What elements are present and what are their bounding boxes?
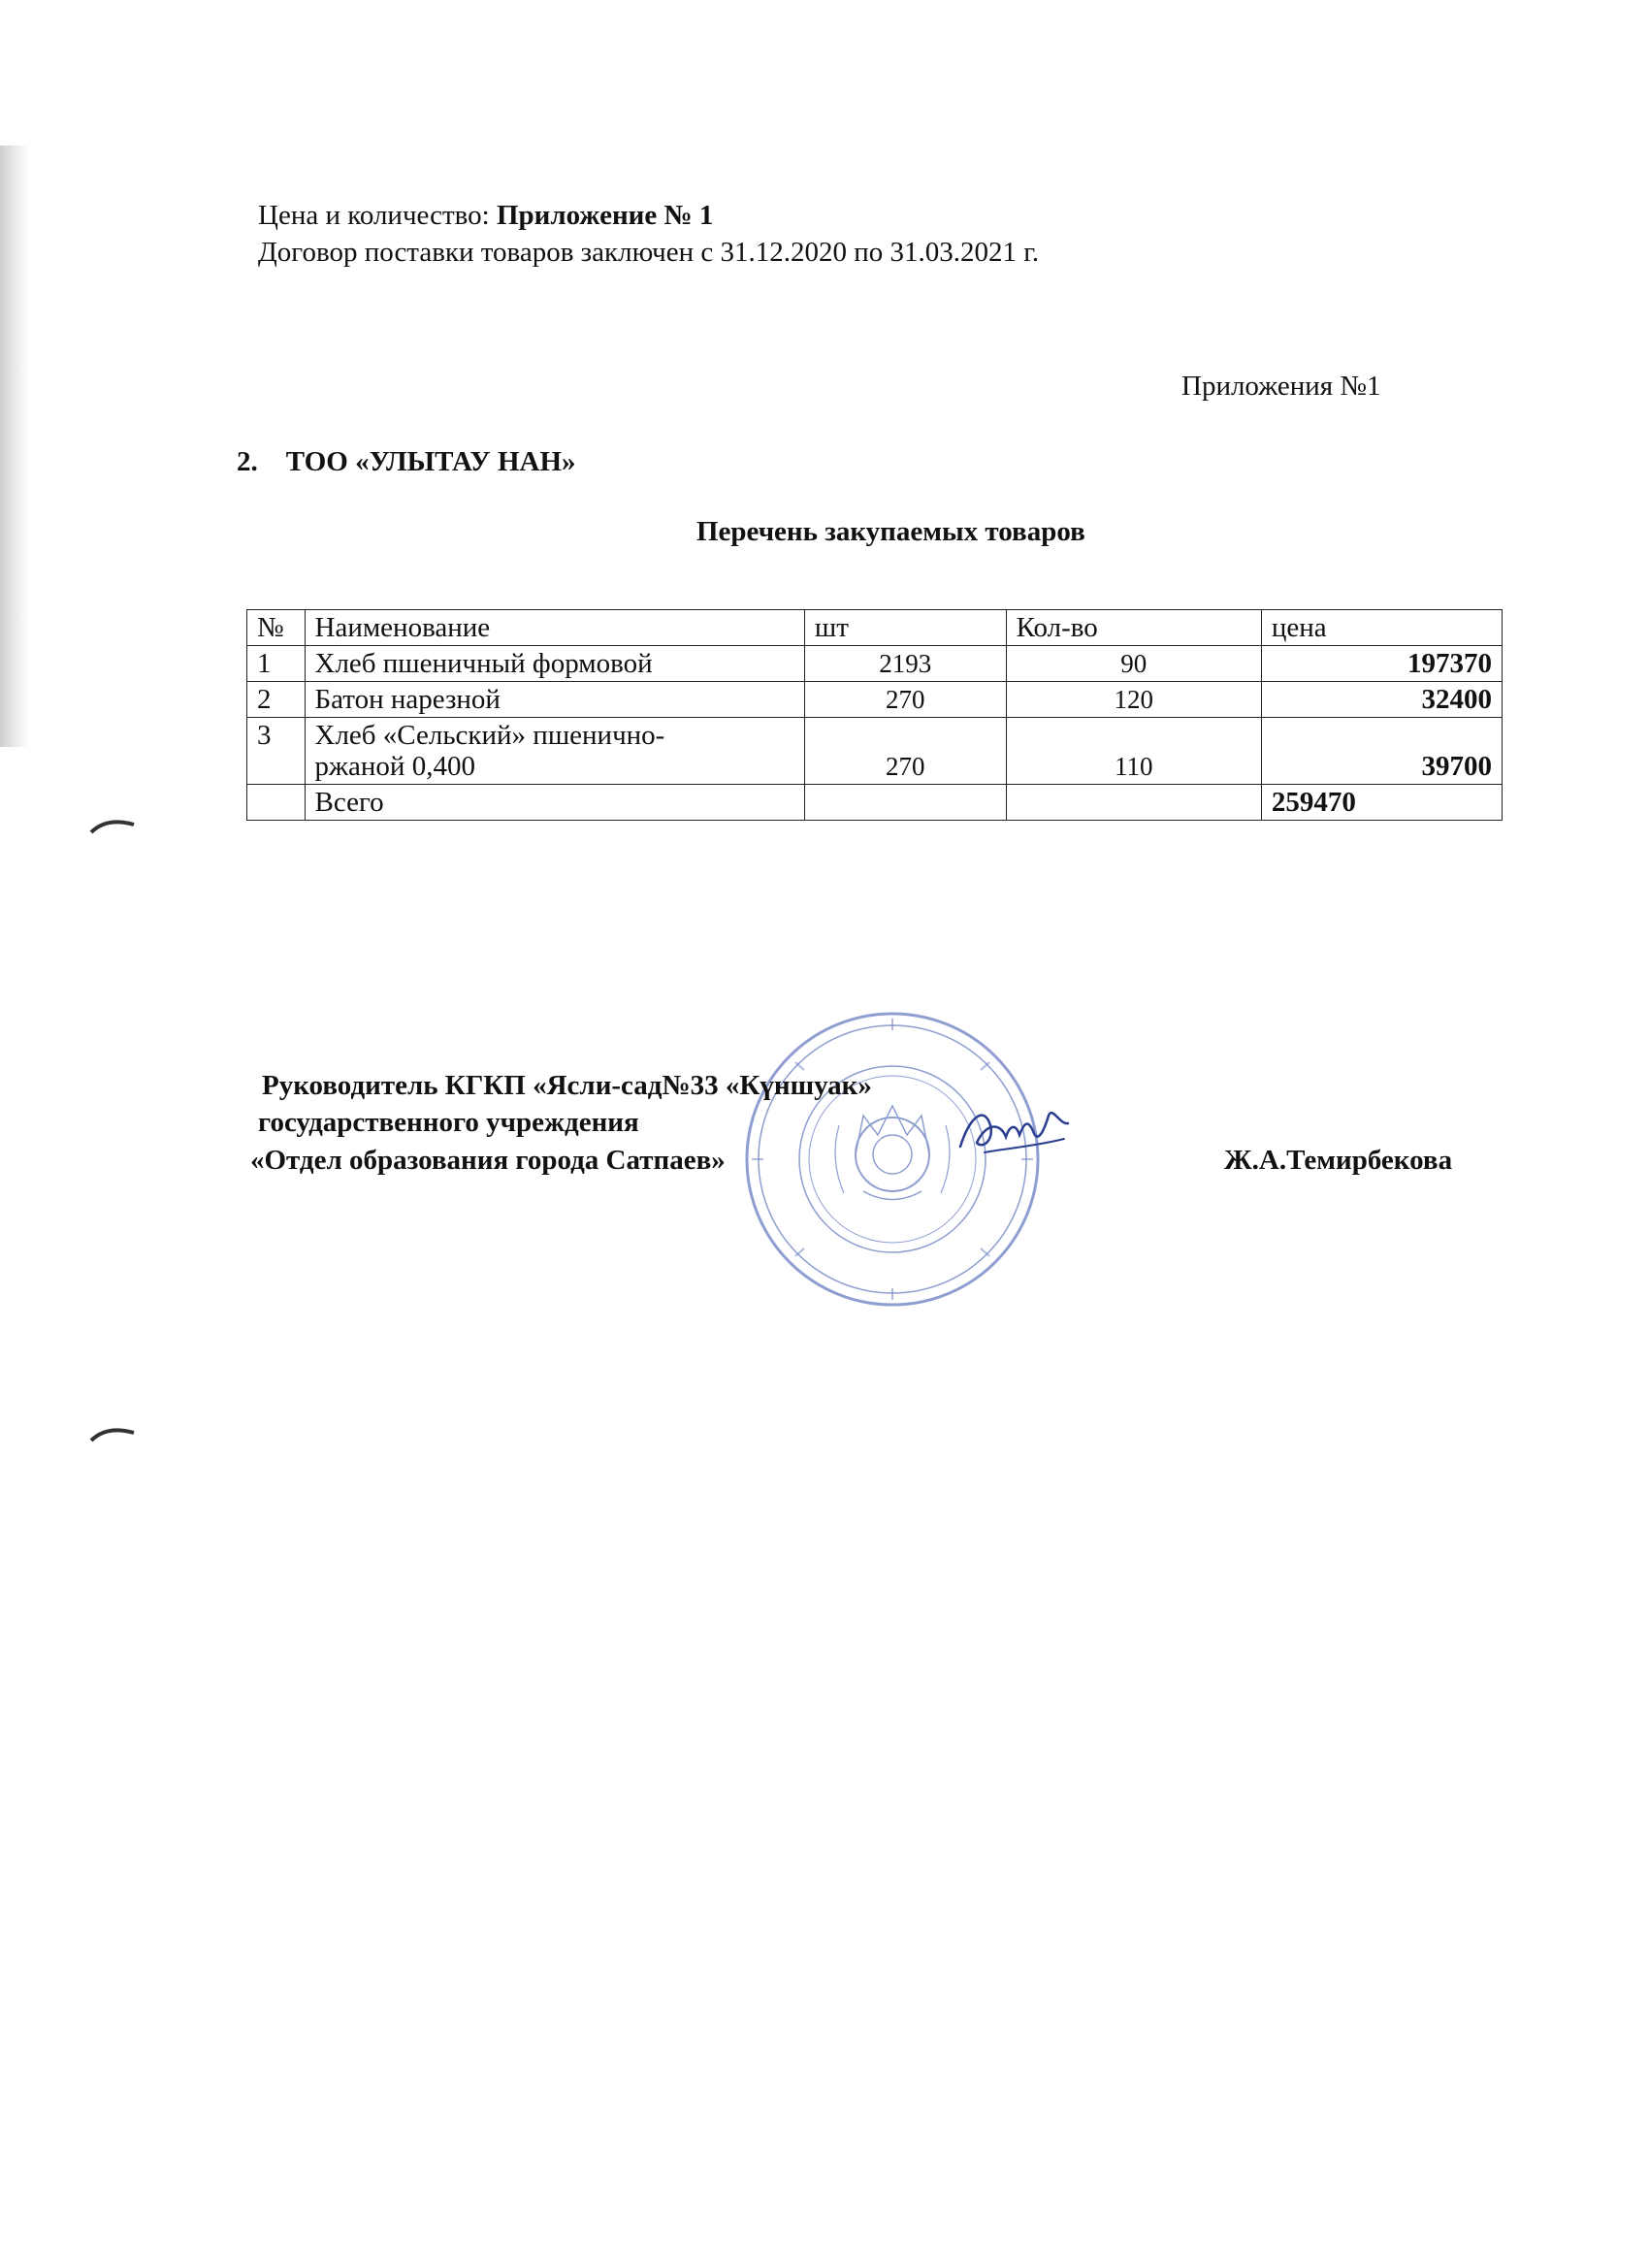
price-quantity-line (258, 200, 713, 232)
row-pcs: 270 (804, 682, 1006, 718)
table-row (247, 646, 1503, 682)
row-name: Батон нарезной (305, 682, 804, 718)
price-value: Приложение № 1 (496, 200, 714, 231)
row-price: 32400 (1261, 682, 1502, 718)
row-qty: 90 (1006, 646, 1261, 682)
signature-line-2: государственного учреждения (258, 1107, 639, 1138)
supplier-line: 2. ТОО «УЛЫТАУ НАН» (237, 446, 576, 477)
header-qty: Кол-во (1006, 610, 1261, 646)
price-label: Цена и количество: (258, 200, 497, 231)
punch-hole-mark-icon (89, 1421, 138, 1444)
table-row (247, 682, 1503, 718)
contract-line: Договор поставки товаров заключен с 31.12.2020 по 31.03.2021 г. (258, 237, 1040, 268)
punch-hole-mark-icon (89, 813, 138, 836)
header-name: Наименование (305, 610, 804, 646)
row-name: Хлеб пшеничный формовой (305, 646, 804, 682)
signature-line-3: «Отдел образования города Сатпаев» (250, 1145, 726, 1176)
table-header-row (247, 610, 1503, 646)
row-name (305, 718, 804, 785)
row-qty: 120 (1006, 682, 1261, 718)
total-no-cell (247, 785, 306, 821)
header-no: № (247, 610, 306, 646)
table-total-row (247, 785, 1503, 821)
table-row (247, 718, 1503, 785)
row-name-line-1: Хлеб «Сельский» пшенично- (314, 720, 665, 751)
signature-line-1: Руководитель КГКП «Ясли-сад№33 «Күншуак» (262, 1070, 872, 1101)
total-value: 259470 (1261, 785, 1502, 821)
row-price: 197370 (1261, 646, 1502, 682)
appendix-label: Приложения №1 (1181, 371, 1381, 402)
header-pcs: шт (804, 610, 1006, 646)
scan-edge-shadow (0, 146, 29, 747)
signatory-name: Ж.А.Темирбекова (1224, 1145, 1453, 1176)
row-name-line-2: ржаной 0,400 (314, 751, 475, 782)
row-pcs: 2193 (804, 646, 1006, 682)
row-price: 39700 (1261, 718, 1502, 785)
row-no: 2 (247, 682, 306, 718)
header-price: цена (1261, 610, 1502, 646)
goods-table (246, 609, 1503, 821)
row-no: 1 (247, 646, 306, 682)
handwritten-signature (955, 1096, 1072, 1164)
row-no: 3 (247, 718, 306, 785)
row-pcs: 270 (804, 718, 1006, 785)
list-title: Перечень закупаемых товаров (696, 516, 1085, 547)
total-qty-cell (1006, 785, 1261, 821)
row-qty: 110 (1006, 718, 1261, 785)
total-label: Всего (305, 785, 804, 821)
total-pcs-cell (804, 785, 1006, 821)
